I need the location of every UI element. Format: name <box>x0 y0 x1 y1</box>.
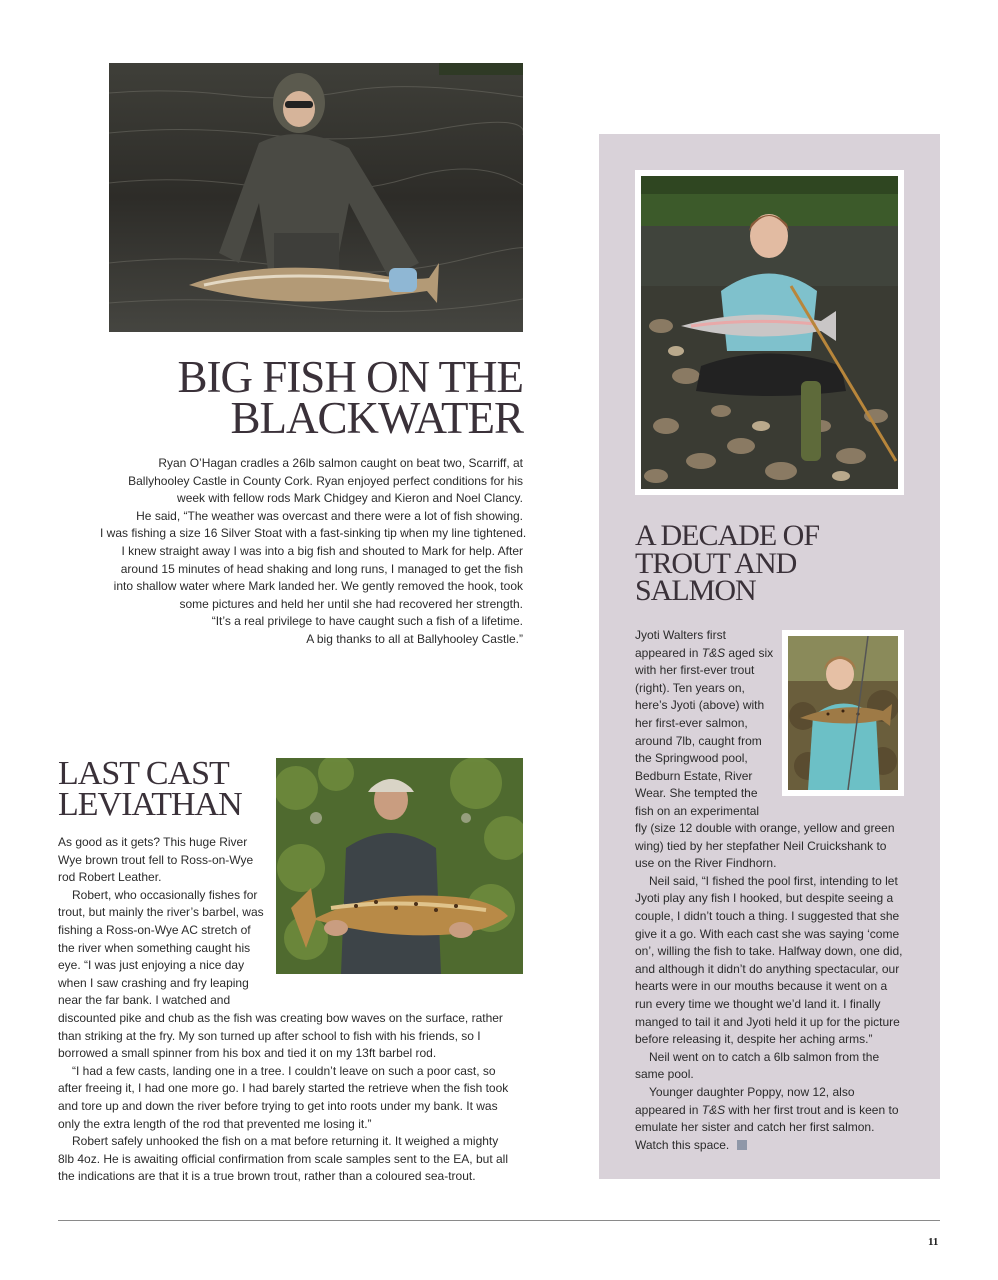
text-line: around 15 minutes of head shaking and long runs, I managed to get the fish <box>120 561 523 576</box>
end-mark-icon <box>737 1140 747 1150</box>
sidebar-headline <box>635 519 925 608</box>
headline-line-1: A DECADE OF <box>635 519 820 552</box>
text-line: here’s Jyoti (above) with <box>635 698 765 713</box>
paragraph: Robert safely unhooked the fish on a mat before returning it. It weighed a mighty 8lb 4oz. He is awaiting official confirmation from scale samples sent to the EA, but all the indications are that it is a true brown trout, rather than a coloured sea-trout. <box>58 1134 508 1184</box>
text-line: the Springwood pool, <box>635 751 748 766</box>
salmon-angler-photo <box>109 63 523 332</box>
text-line: Ryan O’Hagan cradles a 26lb salmon caught on beat two, Scarriff, at <box>158 456 523 470</box>
text-line: He said, “The weather was overcast and there were a lot of fish showing. <box>136 508 523 523</box>
text-line: Ballyhooley Castle in County Cork. Ryan enjoyed perfect conditions for his <box>128 473 523 488</box>
text-line: fish on an experimental <box>635 803 760 818</box>
text-line: some pictures and held her until she had recovered her strength. <box>179 596 523 611</box>
text-line: the river when something caught his <box>58 940 251 955</box>
paragraph: fly (size 12 double with orange, yellow and green wing) tied by her stepfather Neil Cruickshank to use on the River Findhorn. <box>635 821 895 871</box>
text-line: into shallow water where Mark landed her. We gently removed the hook, took <box>113 579 523 594</box>
magazine-name: T&S <box>701 645 726 660</box>
text-line: (right). Ten years on, <box>635 680 745 695</box>
text-line: with her first-ever trout <box>635 663 755 678</box>
jyoti-trout-photo-frame <box>782 630 904 796</box>
text-fragment: appeared in <box>635 645 702 660</box>
sidebar-body-wide <box>635 820 905 1154</box>
sidebar-intro-narrow <box>635 627 780 821</box>
last-cast-body-narrow <box>58 834 270 1010</box>
text-line: Wye brown trout fell to Ross-on-Wye <box>58 852 254 867</box>
paragraph: “I had a few casts, landing one in a tree. I couldn’t leave on such a poor cast, so after freeing it, I had one more go. I had barely started the retrieve when the fish took and tore up and down the river before trying to get into roots under my bank. It was only the extra length of the rod that prevented me losing it.” <box>58 1063 509 1131</box>
paragraph: Neil said, “I fished the pool first, intending to let Jyoti play any fish I hooked, but despite seeing a couple, I didn’t touch a thing. I suggested that she give it a go. With each cast she was saying ‘come on’, willing the fish to take. Halfway down, one did, and although it didn’t do anything spectacular, our hearts were in our mouths because it went on a run every time we thought we’d land it. I finally manged to tail it and Jyoti held it up for the picture before releasing it, despite her aching arms.” <box>635 873 903 1047</box>
big-fish-body <box>100 455 527 649</box>
text-line: around 7lb, caught from <box>635 733 762 748</box>
text-fragment: Younger daughter Poppy, now 12, also appeared in <box>635 1084 855 1117</box>
text-fragment: Watch this space. <box>635 1137 730 1152</box>
brown-trout-angler-image <box>276 758 523 974</box>
headline-line-3: SALMON <box>635 574 756 608</box>
headline-line-2: TROUT AND <box>635 546 797 580</box>
headline-line-2: LEVIATHAN <box>58 786 242 824</box>
text-line: Jyoti Walters first <box>635 628 726 642</box>
text-line: I was fishing a size 16 Silver Stoat with a fast-sinking tip when my line tightened. <box>100 526 527 541</box>
text-line: when I saw crashing and fry leaping <box>58 975 249 990</box>
text-line: rod Robert Leather. <box>58 870 162 885</box>
brown-trout-angler-photo <box>276 758 523 974</box>
text-line: A big thanks to all at Ballyhooley Castle.” <box>306 631 523 646</box>
jyoti-trout-photo <box>788 636 898 790</box>
paragraph <box>635 1084 905 1137</box>
jyoti-salmon-photo <box>641 176 898 489</box>
paragraph: discounted pike and chub as the fish was creating bow waves on the surface, rather than striking at the fry. My son turned up after school to fish with his friends, so I borrowed a small spinner from his box and tied it on my 13ft barbel rod. <box>58 1011 503 1061</box>
text-fragment: with her first trout and is keen to emulate her sister and catch her first salmon. <box>635 1102 899 1135</box>
article-headline-last-cast <box>58 755 278 824</box>
jyoti-salmon-image <box>641 176 898 489</box>
footer-rule <box>58 1220 940 1221</box>
text-line: fishing a Ross-on-Wye AC stretch of <box>58 922 251 937</box>
text-line: Wear. She tempted the <box>635 786 758 801</box>
salmon-angler-image <box>109 63 523 332</box>
text-line: near the far bank. I watched and <box>58 993 231 1008</box>
text-line: her first-ever salmon, <box>635 715 748 730</box>
headline-line-1: BIG FISH ON THE <box>177 352 523 402</box>
text-line: Robert, who occasionally fishes for <box>72 887 258 902</box>
headline-line-2: BLACKWATER <box>230 393 523 444</box>
page-number: 11 <box>928 1236 939 1248</box>
text-line: Bedburn Estate, River <box>635 768 753 783</box>
headline-line-1: LAST CAST <box>58 755 229 792</box>
text-line: trout, but mainly the river’s barbel, was <box>58 905 264 920</box>
article-headline-big-fish <box>109 352 523 444</box>
text-line: week with fellow rods Mark Chidgey and Kieron and Noel Clancy. <box>177 491 523 506</box>
text-line: “It’s a real privilege to have caught such a fish of a lifetime. <box>211 614 523 629</box>
jyoti-salmon-photo-frame <box>635 170 904 495</box>
paragraph: Neil went on to catch a 6lb salmon from the same pool. <box>635 1049 880 1082</box>
jyoti-trout-image <box>788 636 898 790</box>
text-line: As good as it gets? This huge River <box>58 835 248 849</box>
paragraph <box>635 1137 905 1155</box>
magazine-name: T&S <box>701 1102 726 1117</box>
text-fragment: aged six <box>725 645 774 660</box>
last-cast-body-wide <box>58 1010 514 1186</box>
text-line: eye. “I was just enjoying a nice day <box>58 958 245 973</box>
text-line: I knew straight away I was into a big fish and shouted to Mark for help. After <box>121 543 523 558</box>
text-line <box>635 645 780 663</box>
